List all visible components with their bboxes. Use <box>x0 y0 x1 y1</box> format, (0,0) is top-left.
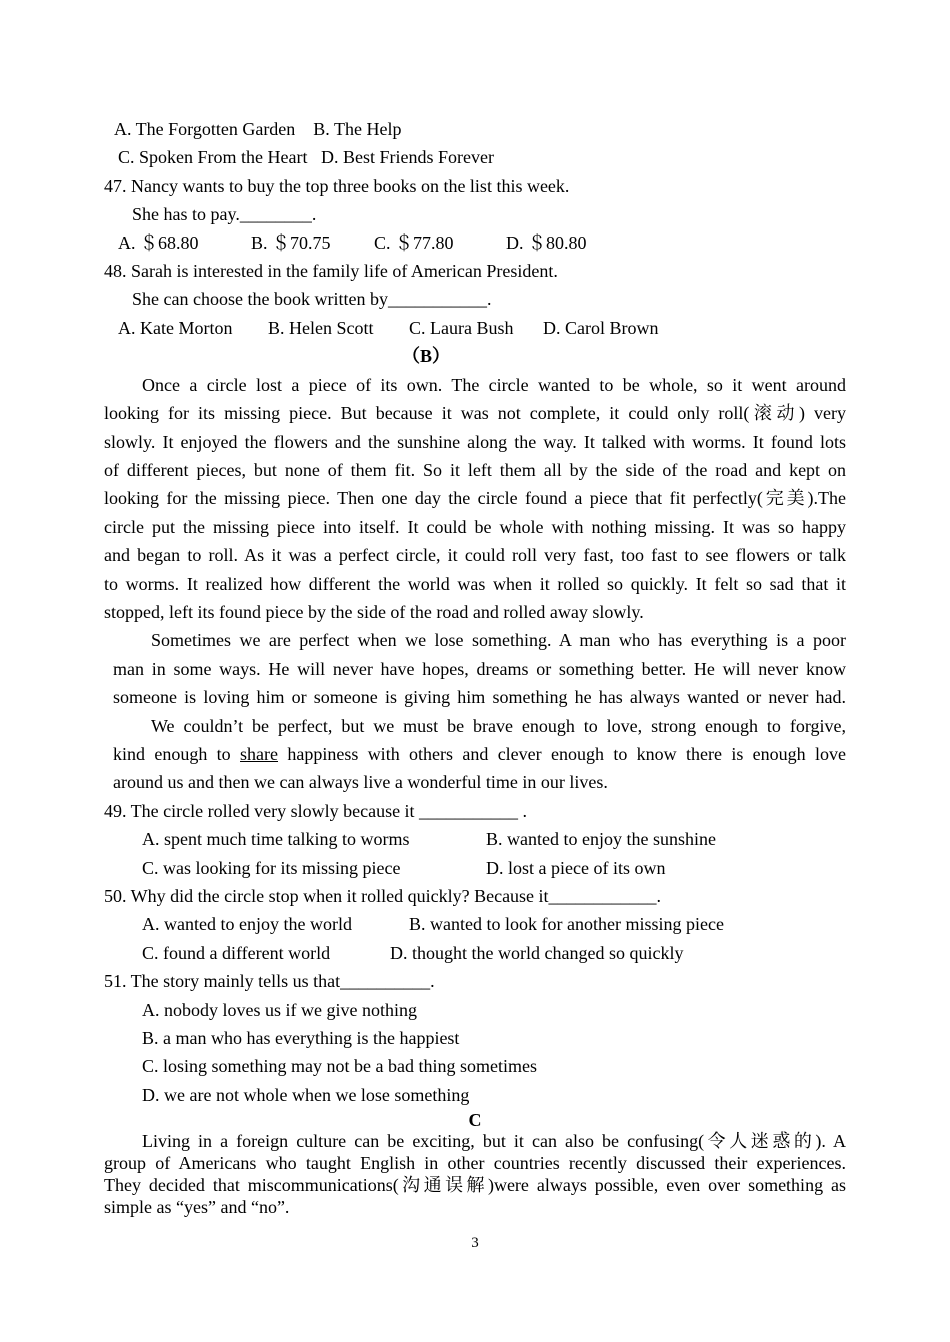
section-b-title: （B） <box>402 346 451 366</box>
q48-option-d: D. Carol Brown <box>543 318 659 338</box>
section-c-title: C <box>468 1110 482 1130</box>
passage-b-p1-line7: and began to roll. As it was a perfect circle, it could roll very fast, too fast to see flowers or talk <box>104 545 846 565</box>
passage-b-p2-line1: Sometimes we are perfect when we lose something. A man who has everything is a poor <box>151 630 846 650</box>
page-number: 3 <box>471 1235 479 1251</box>
passage-b-p2-line3: someone is loving him or someone is giving him something he has always wanted or never had. <box>113 687 846 707</box>
passage-b-p3-line2: kind enough to share happiness with others and clever enough to know there is enough love <box>113 744 846 764</box>
passage-b-p1-line1: Once a circle lost a piece of its own. The circle wanted to be whole, so it went around <box>142 375 846 395</box>
q51-option-d: D. we are not whole when we lose something <box>142 1085 470 1105</box>
q50-option-b: B. wanted to look for another missing piece <box>409 914 724 934</box>
q48-option-b: B. Helen Scott <box>268 318 374 338</box>
q47-option-d: D. ＄80.80 <box>506 233 587 253</box>
q50-stem: 50. Why did the circle stop when it rolled quickly? Because it____________. <box>104 886 662 906</box>
q47-stem-2: She has to pay.________. <box>132 204 317 224</box>
passage-c-line3: They decided that miscommunications(沟通误解)were always possible, even over something as <box>104 1175 846 1195</box>
underlined-word-share: share <box>240 744 279 764</box>
q47-stem: 47. Nancy wants to buy the top three books on the list this week. <box>104 176 570 196</box>
q50-option-a: A. wanted to enjoy the world <box>142 914 352 934</box>
q48-option-a: A. Kate Morton <box>118 318 233 338</box>
q49-option-c: C. was looking for its missing piece <box>142 858 401 878</box>
q46-options-line1: A. The Forgotten Garden B. The Help <box>114 119 402 139</box>
q47-option-c: C. ＄77.80 <box>374 233 454 253</box>
q49-option-b: B. wanted to enjoy the sunshine <box>486 829 716 849</box>
q49-option-a: A. spent much time talking to worms <box>142 829 410 849</box>
passage-b-p3-line1: We couldn’t be perfect, but we must be brave enough to love, strong enough to forgive, <box>151 716 846 736</box>
passage-b-p1-line2: looking for its missing piece. But because it was not complete, it could only roll(滚动) very <box>104 403 846 423</box>
passage-b-p2-line2: man in some ways. He will never have hopes, dreams or something better. He will never know <box>113 659 846 679</box>
q51-option-a: A. nobody loves us if we give nothing <box>142 1000 417 1020</box>
passage-c-line1: Living in a foreign culture can be exciting, but it can also be confusing(令人迷惑的). A <box>142 1131 846 1151</box>
passage-b-p1-line6: circle put the missing piece into itself. It could be whole with nothing missing. It was so happy <box>104 517 846 537</box>
q48-stem: 48. Sarah is interested in the family life of American President. <box>104 261 558 281</box>
q47-option-a: A. ＄68.80 <box>118 233 199 253</box>
q46-options-line2: C. Spoken From the Heart D. Best Friends Forever <box>118 147 494 167</box>
q50-option-d: D. thought the world changed so quickly <box>390 943 684 963</box>
q48-option-c: C. Laura Bush <box>409 318 514 338</box>
q49-option-d: D. lost a piece of its own <box>486 858 666 878</box>
q51-stem: 51. The story mainly tells us that__________. <box>104 971 435 991</box>
passage-b-p1-line3: slowly. It enjoyed the flowers and the sunshine along the way. It talked with worms. It found lots <box>104 432 846 452</box>
passage-b-p1-line9: stopped, left its found piece by the side of the road and rolled away slowly. <box>104 602 644 622</box>
passage-b-p1-line8: to worms. It realized how different the world was when it rolled so quickly. It felt so sad that it <box>104 574 846 594</box>
q51-option-c: C. losing something may not be a bad thing sometimes <box>142 1056 537 1076</box>
q49-stem: 49. The circle rolled very slowly because it ___________ . <box>104 801 528 821</box>
passage-b-p3-line3: around us and then we can always live a wonderful time in our lives. <box>113 772 608 792</box>
q50-option-c: C. found a different world <box>142 943 331 963</box>
passage-b-p1-line5: looking for the missing piece. Then one day the circle found a piece that fit perfectly(完美).The <box>104 488 846 508</box>
q51-option-b: B. a man who has everything is the happiest <box>142 1028 460 1048</box>
passage-c-line2: group of Americans who taught English in other countries recently discussed their experiences. <box>104 1153 846 1173</box>
q47-option-b: B. ＄70.75 <box>251 233 331 253</box>
q48-stem-2: She can choose the book written by___________. <box>132 289 492 309</box>
passage-c-line4: simple as “yes” and “no”. <box>104 1197 290 1217</box>
passage-b-p1-line4: of different pieces, but none of them fit. So it left them all by the side of the road and kept on <box>104 460 846 480</box>
